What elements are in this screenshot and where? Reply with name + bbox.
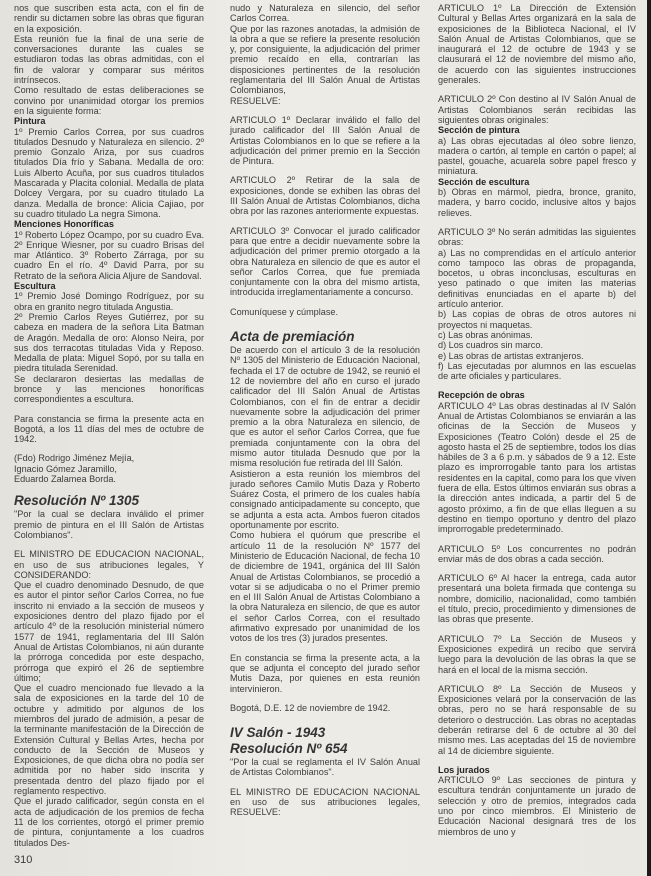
paragraph: (Fdo) Rodrigo Jiménez Mejía, [14,453,135,464]
spacer [438,535,636,544]
spacer [438,381,636,390]
paragraph: ARTICULO 7º La Sección de Museos y Exposiciones expedirá un recibo que servirá luego para la devolución de las obras la que se hará en el local de la misma sección. [438,633,636,675]
text-column-middle [230,3,420,818]
text-column-left [14,3,204,848]
spacer [230,713,420,725]
paragraph: "Por la cual se reglamenta el IV Salón Anual de Artistas Colombianos". [230,757,420,778]
spacer [438,756,636,765]
spacer [438,625,636,634]
paragraph: EL MINISTRO DE EDUCACION NACIONAL en uso de sus atribuciones legales, RESUELVE: [230,786,420,818]
paragraph: b) Las copias de obras de otros autores ni proyectos ni maquetas. [438,309,636,330]
spacer [438,675,636,684]
paragraph: a) Las obras ejecutadas al óleo sobre lienzo, madera o cartón, al temple en cartón o papel; al pastel, gouache, acuarela sobre papel fresco y miniatura. [438,135,636,177]
spacer [230,166,420,175]
paragraph: Como hubiera el quórum que prescribe el artículo 11 de la resolución Nº 1577 del Ministerio de Educación Nacional, de fecha 10 de diciembre de 1941, orgánica del III Salón Anual de Artistas Colombianos, se procedió a votar si se adjudicaba o no el Primer premio en el III Salón Anual de Artistas Colombiano a la obra Naturaleza en silencio, de que es autor el señor Carlos Correa, con el resultado afirmativo expresado por unanimidad de los votos de los tres (3) jurados presentes. [230,530,420,644]
section-subheading: Los jurados [438,764,490,775]
paragraph: Que el cuadro mencionado fue llevado a la sala de exposiciones en la tarde del 10 de octubre y admitido por algunos de los miembros del jurado de admisión, a pesar de la terminante manifestación de la Dirección de Extensión Cultural y Bellas Artes, hecha por conducto de la Sección de Museos y Exposiciones, de que dicha obra no podía ser admitida por no haber sido inscrita y presentada dentro del plazo fijado por el reglamento respectivo. [14,683,204,797]
spacer [438,85,636,94]
text-column-right [438,3,636,837]
section-heading: Resolución Nº 654 [230,741,348,757]
paragraph: EL MINISTRO DE EDUCACION NACIONAL, en uso de sus atribuciones legales, Y CONSIDERANDO: [14,549,204,580]
paragraph: c) Las obras anónimas. [438,329,533,340]
spacer [230,217,420,226]
paragraph: ARTICULO 2º Con destino al IV Salón Anual de Artistas Colombianos serán recibidas las siguientes obras originales: [438,94,636,125]
spacer [230,778,420,787]
paragraph: "Por la cual se declara inválido el primer premio de pintura en el III Salón de Artistas Colombianos". [14,509,204,540]
paragraph: Bogotá, D.E. 12 de noviembre de 1942. [230,702,391,713]
spacer [438,218,636,227]
section-heading: Acta de premiación [230,329,355,345]
paragraph: ARTICULO 2º Retirar de la sala de exposiciones, donde se exhiben las obras del III Salón Anual de Artistas Colombianos, dicha obra por las razones anteriormente expuestas. [230,175,420,217]
paragraph: ARTICULO 6º Al hacer la entrega, cada autor presentará una boleta firmada que contenga su nombre, domicilio, nacionalidad, como también el título, precio, procedimiento y dimensiones de las obras que presente. [438,573,636,625]
paragraph: Que por las razones anotadas, la admisión de la obra a que se refiere la presente resolución y, por consiguiente, la adjudicación del primer premio recaído en ella, contrarían las disposiciones pertinentes de la resolución reglamentaria del III Salón Anual de Artistas Colombianos, [230,23,420,96]
paragraph: 2º Premio Carlos Reyes Gutiérrez, por su cabeza en madera de la señora Lita Batman de Aragón. Medalla de oro: Alonso Neira, por sus dos terracotas tituladas Vida y Reposo. Medalla de plata: Miguel Sopó, por su talla en piedra titulada Serenidad. [14,311,204,374]
paragraph: ARTICULO 8º La Sección de Museos y Exposiciones velará por la conservación de las obras, pero no se hará responsable de su deterioro o destrucción. Las obras no aceptadas deberán retirarse del 6 de octubre al 30 del mismo mes. Las aceptadas del 15 de noviembre al 14 de diciembre siguiente. [438,683,636,756]
section-subheading: Sección de escultura [438,176,530,187]
paragraph: Eduardo Zalamea Borda. [14,474,116,485]
spacer [14,484,204,493]
paragraph: 1º Premio José Domingo Rodríguez, por su obra en granito negro titulada Angustia. [14,291,204,312]
section-subheading: Recepción de obras [438,390,525,401]
page-edge-border [647,0,651,876]
paragraph: f) Las ejecutadas por alumnos en las escuelas de arte oficiales y particulares. [438,360,636,382]
paragraph: ARTICULO 9º Las secciones de pintura y escultura tendrán conjuntamente un jurado de selección y otro de premios, integrados cada uno por cinco miembros. El Ministerio de Educación Nacional designará tres de los miembros de uno y [438,775,636,837]
paragraph: Que el cuadro denominado Desnudo, de que es autor el pintor señor Carlos Correa, no fue inscrito ni enviado a la sección de museos y exposiciones dentro del plazo fijado por el artículo 4º de la resolución ministerial número 1577 de 1941, reglamentaria del III Salón Anual de Artistas Colombianos, ni aún durante la prórroga concedida por este despacho, prórroga que expiró el 26 de septiembre último; [14,580,204,683]
paragraph: e) Las obras de artistas extranjeros. [438,350,584,361]
paragraph: b) Obras en mármol, piedra, bronce, granito, madera, y barro cocido, inclusive altos y bajos relieves. [438,187,636,218]
spacer [230,694,420,703]
section-subheading: Escultura [14,281,56,292]
paragraph: Asistieron a esta reunión los miembros del jurado señores Camilo Mutis Daza y Roberto Suárez Costa, el primero de los cuales había consignado anticipadamente su concepto, que se adjunta a esta acta. Ambos fueron citados oportunamente por escrito. [230,468,420,531]
paragraph: nos que suscriben esta acta, con el fin de rendir su dictamen sobre las obras que figuran en la exposición. [14,3,204,34]
paragraph: 1º Roberto López Ocampo, por su cuadro Eva. 2º Enrique Wiesner, por su cuadro Brisas del mar Atlántico. 3º Roberto Zárraga, por su cuadro En el río. 4º David Parra, por su Retrato de la señora Alicia Aljure de Sandoval. [14,229,204,281]
section-heading: IV Salón - 1943 [230,725,326,741]
spacer [230,317,420,329]
spacer [230,106,420,115]
spacer [14,540,204,549]
section-subheading: Sección de pintura [438,125,520,136]
spacer [438,564,636,573]
paragraph: 1º Premio Carlos Correa, por sus cuadros titulados Desnudo y Naturaleza en silencio. 2º premio Gonzalo Ariza, por sus cuadros titulados Día frío y Sabana. Medalla de oro: Luis Alberto Acuña, por sus cuadros titulados Mascarada y Placita colonial. Medalla de plata Dolcey Vergara, por su cuadro titulado La danza. Medalla de bronce: Alicia Cajiao, por su cuadro titulado La negra Simona. [14,126,204,219]
paragraph: De acuerdo con el artículo 3 de la resolución Nº 1305 del Ministerio de Educación Nacional, fechada el 17 de octubre de 1942, se reunió el 12 de noviembre del año en curso el jurado calificador del III Salón Anual de Artistas Colombianos, con el fin de entrar a decidir nuevamente sobre la adjudicación del primer premio a la obra Naturaleza en silencio, de que es autor el señor Carlos Correa, que fue premiada conjuntamente con la obra del mismo autor titulada Desnudo que por la misma resolución fue retirada del III Salón. [230,345,420,469]
paragraph: nudo y Naturaleza en silencio, del señor Carlos Correa. [230,3,420,24]
spacer [230,298,420,307]
paragraph: Para constancia se firma la presente acta en Bogotá, a los 11 días del mes de octubre de 1942. [14,413,204,445]
paragraph: ARTICULO 5º Los concurrentes no podrán enviar más de dos obras a cada sección. [438,543,636,564]
paragraph: Como resultado de estas deliberaciones se convino por unanimidad otorgar los premios en la siguiente forma: [14,85,204,116]
paragraph: Que el jurado calificador, según consta en el acta de adjudicación de los premios de fecha 11 de los corrientes, otorgó el primer premio de pintura, conjuntamente a los cuadros titulados Des- [14,796,204,848]
paragraph: ARTICULO 4º Las obras destinadas al IV Salón Anual de Artistas Colombianos se enviarán a las oficinas de la Sección de Museos y Exposiciones (Teatro Colón) desde el 25 de agosto hasta el 25 de septiembre, todos los días hábiles de 3 a 6 p.m. y sábados de 9 a 12. Este plazo es improrrogable tanto para los artistas residentes en la capital, como para los que viven fuera de ella. Estos últimos enviarán sus obras a la dirección antes indicada, a partir del 5 de agosto próximo, a fin de que ellas lleguen a su destino en tiempo oportuno y dentro del plazo improrrogable predeterminado. [438,400,636,535]
paragraph: d) Los cuadros sin marco. [438,340,543,351]
paragraph: Comuníquese y cúmplase. [230,306,339,317]
page-number: 310 [14,854,33,866]
paragraph: a) Las no comprendidas en el artículo anterior como tampoco las obras de propaganda, bocetos, u obras inconclusas, esculturas en yeso patinado o que imiten las materias definitivas enunciadas en el aparte b) del artículo anterior. [438,247,636,310]
spacer [14,405,204,414]
spacer [14,444,204,453]
paragraph: En constancia se firma la presente acta, a la que se adjunta el concepto del jurado señor Mutis Daza, por quienes en esta reunión intervinieron. [230,652,420,694]
section-subheading: Pintura [14,116,46,127]
section-heading: Resolución Nº 1305 [14,493,139,509]
paragraph: Se declararon desiertas las medallas de bronce y las menciones honoríficas correspondientes a escultura. [14,373,204,405]
paragraph: ARTICULO 1º La Dirección de Extensión Cultural y Bellas Artes organizará en la sala de exposiciones de la Biblioteca Nacional, el IV Salón Anual de Artistas Colombianos, que se inaugurará el 12 de octubre de 1943 y se clausurará el 12 de noviembre del mismo año, de acuerdo con las siguientes instrucciones generales. [438,3,636,86]
paragraph: Ignacio Gómez Jaramillo, [14,463,117,474]
paragraph: Esta reunión fue la final de una serie de conversaciones durante las cuales se estudiaron todas las obras admitidas, con el fin de valorar y comparar sus méritos intrínsecos. [14,33,204,86]
paragraph: ARTICULO 3º Convocar el jurado calificador para que entre a decidir nuevamente sobre la adjudicación del primer premio otorgado a la obra Naturaleza en silencio de que es autor el señor Carlos Correa, que fue premiada conjuntamente con la obra del mismo artista, introducida irreglamentariamente a concurso. [230,225,420,298]
paragraph: ARTICULO 1º Declarar inválido el fallo del jurado calificador del III Salón Anual de Artistas Colombianos en lo que se refiere a la adjudicación del primer premio en la Sección de Pintura. [230,114,420,167]
section-subheading: Menciones Honoríficas [14,219,114,230]
paragraph: ARTICULO 3º No serán admitidas las siguientes obras: [438,226,636,248]
paragraph: RESUELVE: [230,95,281,106]
spacer [230,644,420,653]
